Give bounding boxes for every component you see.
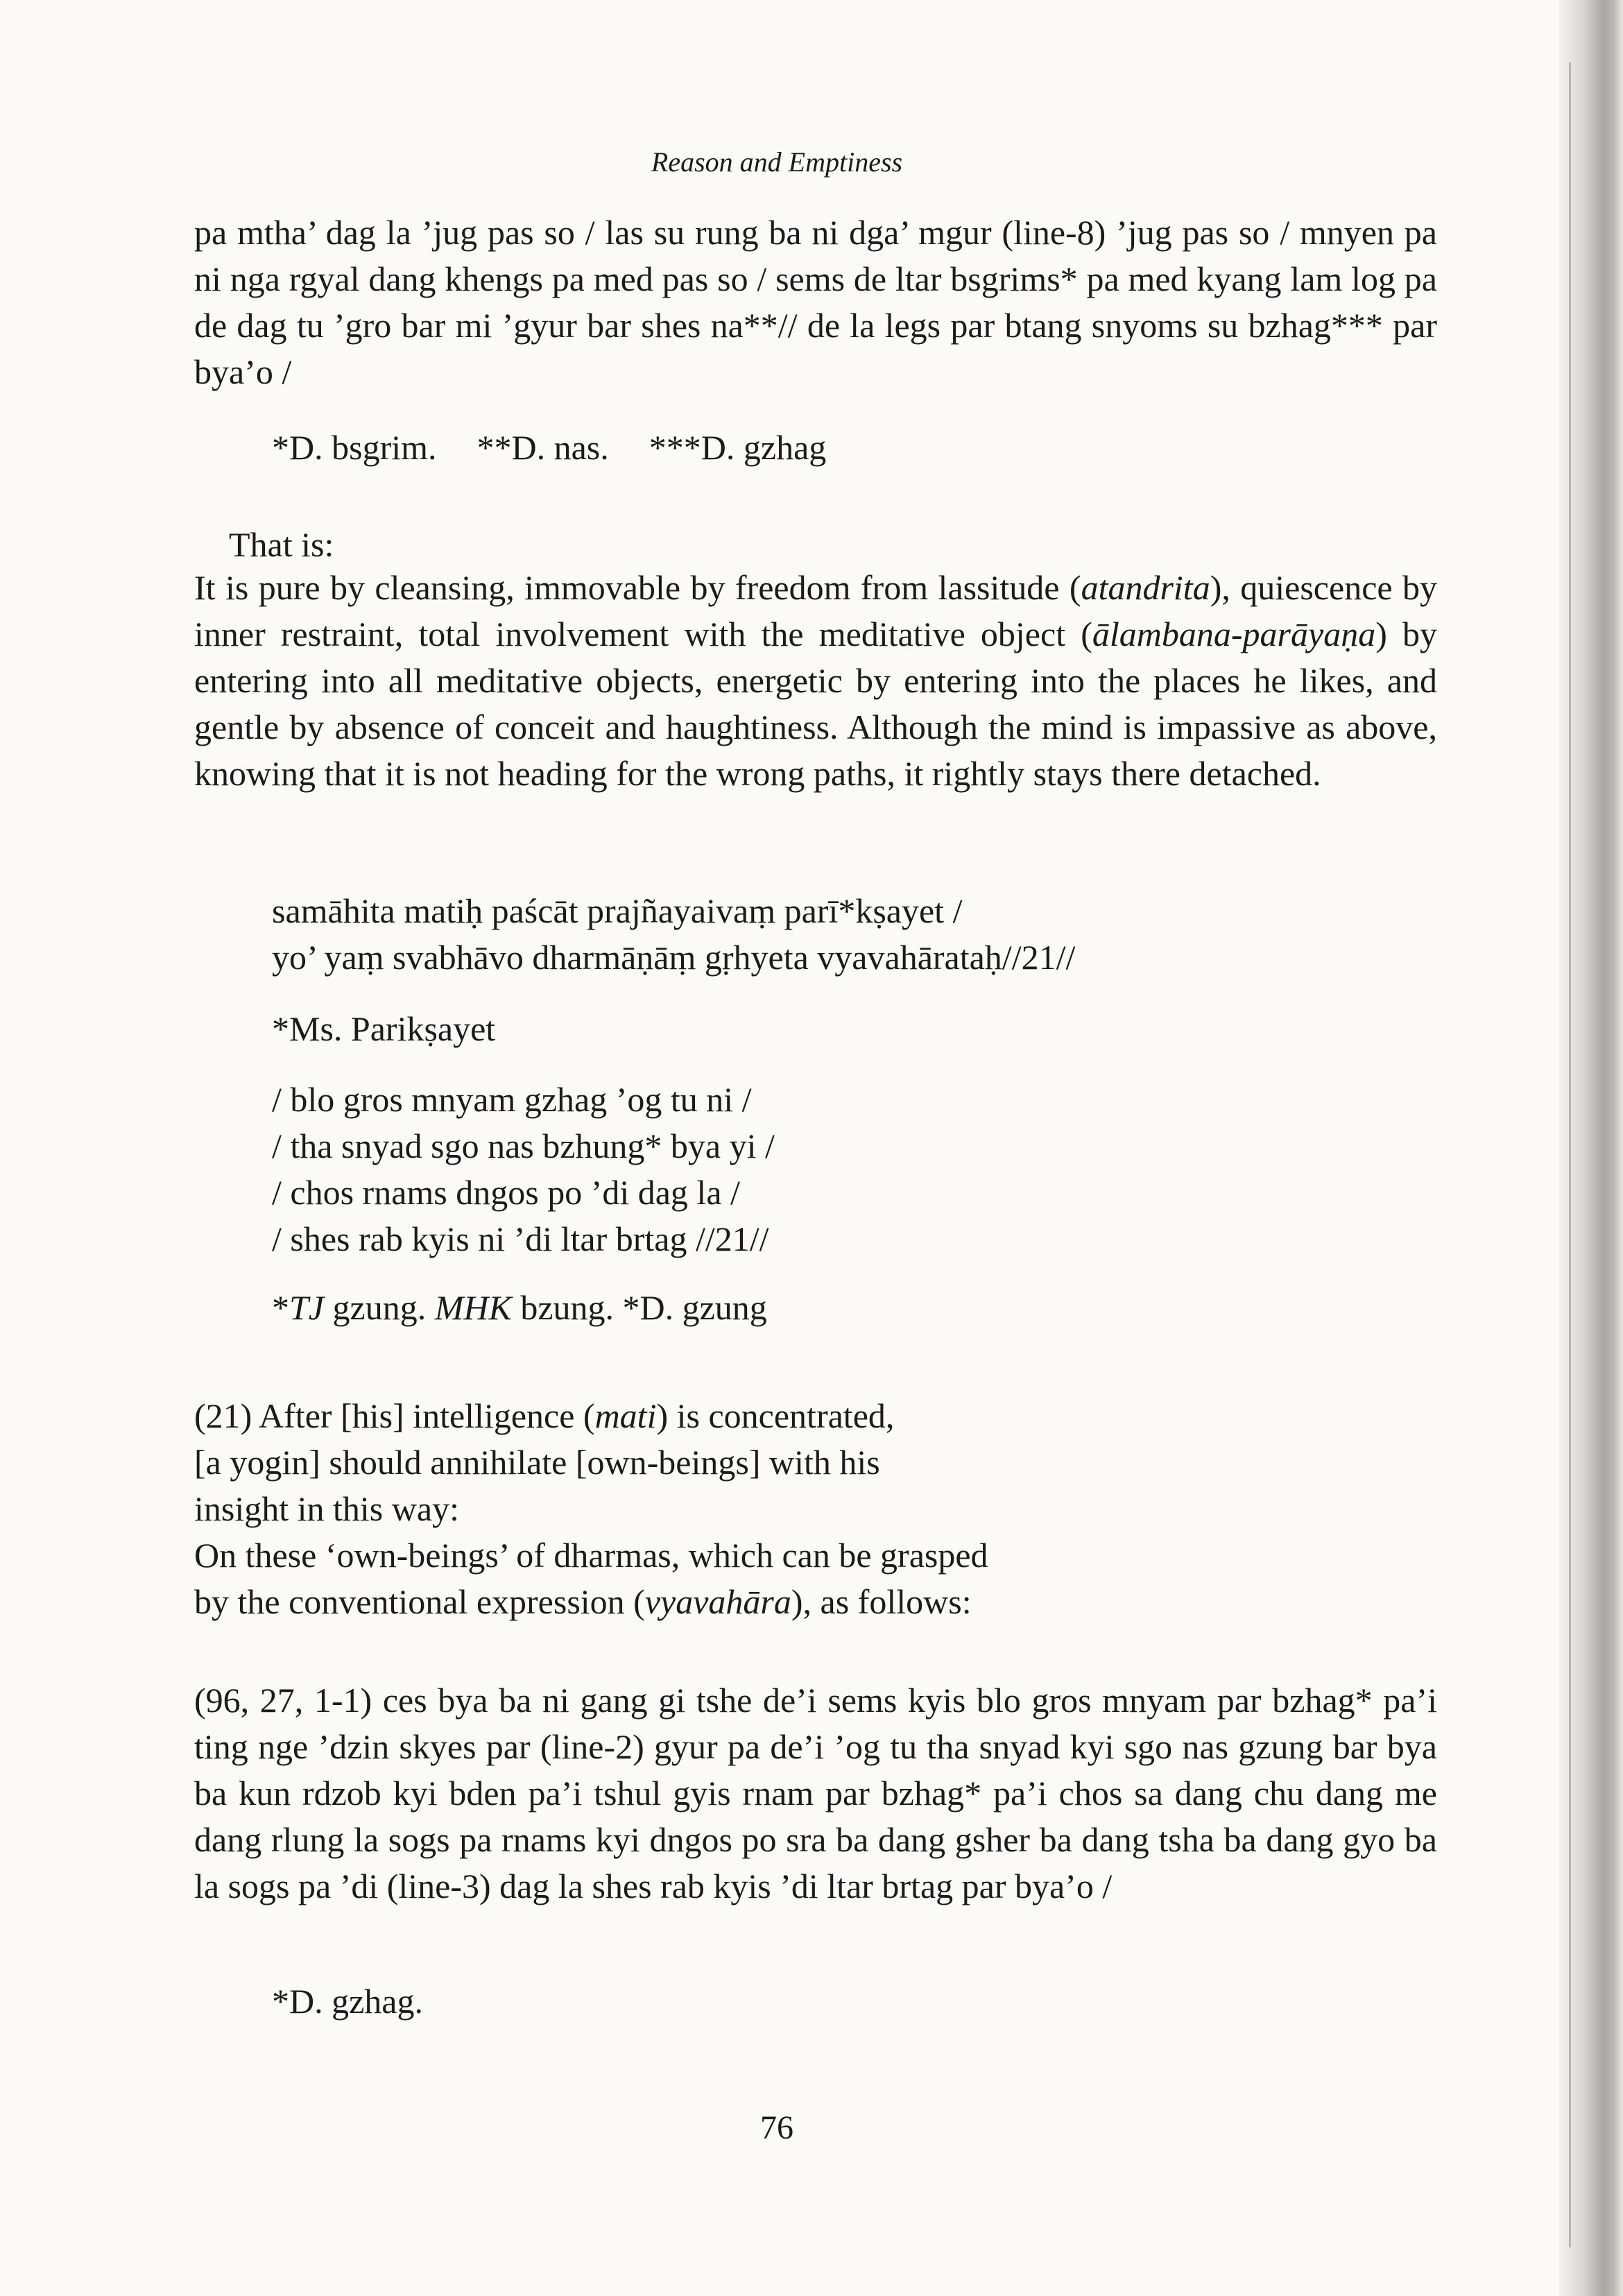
translation-21-line-5b: ), as follows: xyxy=(791,1582,972,1621)
tibetan-verse-footnote xyxy=(272,1285,767,1331)
footnote-marker: * xyxy=(272,1288,289,1327)
tibetan-verse-line-1: / blo gros mnyam gzhag ’og tu ni / xyxy=(272,1080,752,1119)
commentary-footnote: *D. gzhag. xyxy=(272,1982,423,2021)
sanskrit-verse-line-1: samāhita matiḥ paścāt prajñayaivaṃ parī*kṣayet / xyxy=(272,891,963,930)
translation-21-line-5a: by the conventional expression ( xyxy=(194,1582,645,1621)
footnote-gzhag: ***D. gzhag xyxy=(649,428,827,467)
term-mati: mati xyxy=(594,1396,657,1435)
term-alambana-parayana: ālambana-parāyaṇa xyxy=(1092,615,1376,653)
translation-text-3: ) by entering into all meditative objects, energetic by entering into the places he likes, and gentle by absence of conceit and haughtiness. Although the mind is impassive as above, knowing that it is not heading for the wrong paths, it rightly stays there detached. xyxy=(194,615,1438,793)
page-edge-line xyxy=(1569,62,1571,2247)
tibetan-verse xyxy=(272,1077,775,1262)
translation-21-line-3: insight in this way: xyxy=(194,1489,459,1528)
footnote-bzung: bzung. *D. gzung xyxy=(511,1288,767,1327)
commentary-paragraph xyxy=(194,1677,1437,1910)
translation-text-2: ), quiescence by inner restraint, total involvement with the meditative object ( xyxy=(194,568,1437,653)
translation-21-line-1 xyxy=(194,1393,988,1439)
term-atandrita: atandrita xyxy=(1081,568,1210,607)
translation-21-line-2: [a yogin] should annihilate [own-beings] with his xyxy=(194,1443,880,1482)
tibetan-paragraph-1-text: pa mtha’ dag la ’jug pas so / las su rung ba ni dga’ mgur (line-8) ’jug pas so / mnyen pa ni nga rgyal dang khengs pa med pas so / sems de ltar bsgrims* pa med kyang lam log pa de dag tu ’gro bar mi ’gyur bar shes na**// de la legs par btang snyoms su bzhag*** par bya’o / xyxy=(194,213,1437,391)
that-is-label: That is: xyxy=(229,525,334,564)
source-mhk: MHK xyxy=(434,1288,512,1327)
sanskrit-verse xyxy=(272,888,1075,981)
running-header: Reason and Emptiness xyxy=(651,146,903,178)
translation-21-line-5 xyxy=(194,1579,988,1625)
translation-21-line-1a: (21) After [his] intelligence ( xyxy=(194,1396,595,1435)
translation-21-line-4: On these ‘own-beings’ of dharmas, which can be grasped xyxy=(194,1536,988,1575)
tibetan-verse-line-3: / chos rnams dngos po ’di dag la / xyxy=(272,1173,740,1212)
footnote-nas: **D. nas. xyxy=(476,428,609,467)
sanskrit-verse-line-2: yo’ yaṃ svabhāvo dharmāṇāṃ gṛhyeta vyavahārataḥ//21// xyxy=(272,938,1076,977)
tibetan-verse-line-2: / tha snyad sgo nas bzhung* bya yi / xyxy=(272,1126,775,1165)
footnote-bsgrim: *D. bsgrim. xyxy=(272,428,437,467)
tibetan-paragraph-1 xyxy=(194,209,1437,395)
source-tj: TJ xyxy=(289,1288,324,1327)
translation-verse-21 xyxy=(194,1393,988,1625)
page-number: 76 xyxy=(760,2109,793,2146)
sanskrit-footnote: *Ms. Parikṣayet xyxy=(272,1009,496,1048)
term-vyavahara: vyavahāra xyxy=(644,1582,791,1621)
translation-paragraph-1 xyxy=(194,565,1437,797)
footnote-gzung: gzung. xyxy=(324,1288,435,1327)
footnotes-1 xyxy=(272,425,866,471)
translation-text-1: It is pure by cleansing, immovable by freedom from lassitude ( xyxy=(194,568,1081,607)
tibetan-verse-line-4: / shes rab kyis ni ’di ltar brtag //21// xyxy=(272,1219,769,1258)
translation-21-line-1b: ) is concentrated, xyxy=(656,1396,895,1435)
commentary-paragraph-text: (96, 27, 1-1) ces bya ba ni gang gi tshe de’i sems kyis blo gros mnyam par bzhag* pa’i ting nge ’dzin skyes par (line-2) gyur pa de’i ’og tu tha snyad kyi sgo nas gzung bar bya ba kun rdzob kyi bden pa’i tshul gyis rnam par bzhag* pa’i chos sa dang chu dang me dang rlung la sogs pa rnams kyi dngos po sra ba dang gsher ba dang tsha ba dang gyo ba la sogs pa ’di (line-3) dag la shes rab kyis ’di ltar brtag par bya’o / xyxy=(194,1681,1437,1905)
